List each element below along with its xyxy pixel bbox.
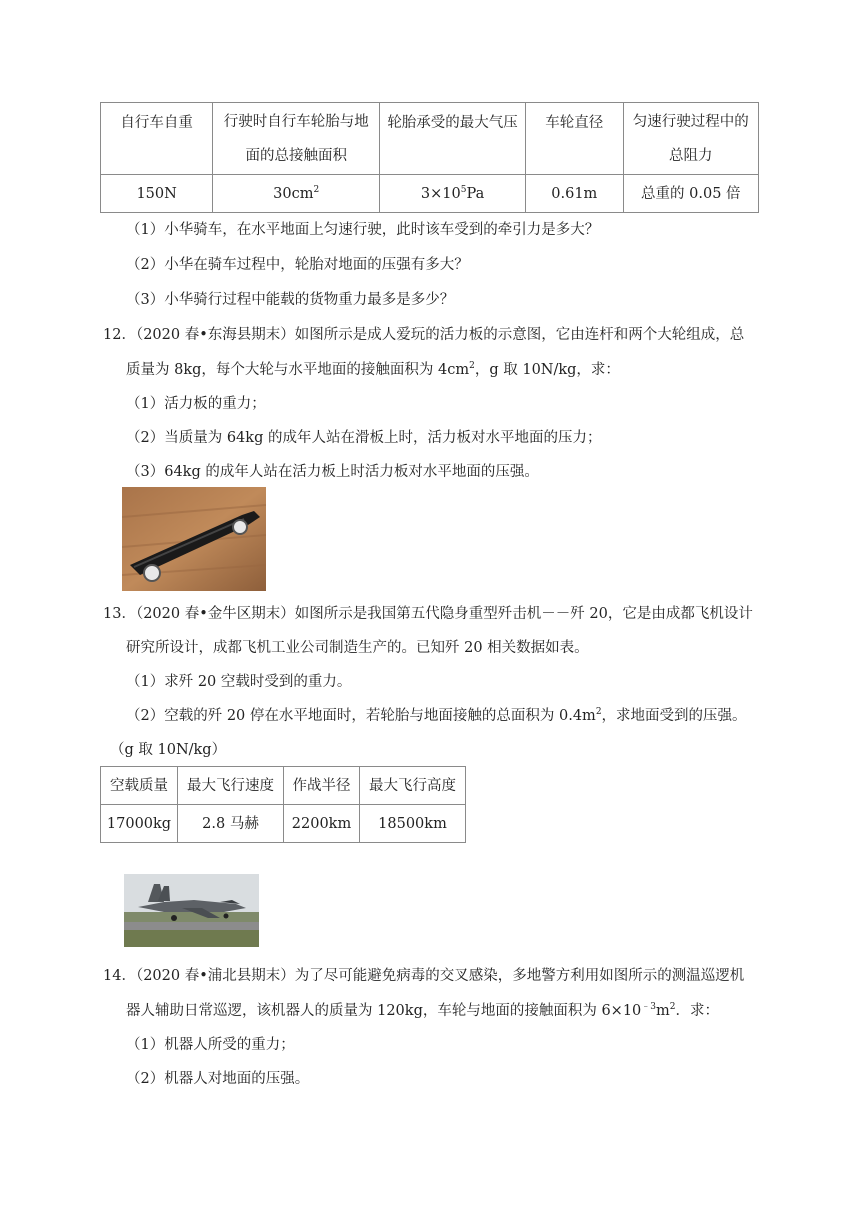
table-header-cell: 空载质量	[101, 767, 178, 805]
table-header-cell: 轮胎承受的最大气压	[380, 103, 526, 175]
table-cell: 2.8 马赫	[178, 805, 284, 843]
q12-stem-line1: 12．（2020 春•东海县期末）如图所示是成人爱玩的活力板的示意图，它由连杆和两个大轮组成，总	[103, 327, 745, 343]
q12-sub2: （2）当质量为 64kg 的成年人站在滑板上时，活力板对水平地面的压力；	[126, 430, 602, 446]
table-header-cell: 行驶时自行车轮胎与地 面的总接触面积	[213, 103, 380, 175]
q11-sub2: （2）小华在骑车过程中，轮胎对地面的压强有多大？	[126, 257, 469, 273]
q14-stem-line2: 器人辅助日常巡逻，该机器人的质量为 120kg，车轮与地面的接触面积为 $6\times 10^{﹣3}m^2$．求：	[126, 1002, 720, 1019]
q14-stem-line1: 14．（2020 春•浦北县期末）为了尽可能避免病毒的交叉感染，多地警方利用如图所示的测温巡逻机	[103, 968, 745, 984]
bicycle-data-table	[100, 102, 759, 213]
q13-sub1: （1）求歼 20 空载时受到的重力。	[126, 674, 352, 690]
table-row	[101, 175, 759, 213]
q13-sub2: （2）空载的歼 20 停在水平地面时，若轮胎与地面接触的总面积为 $0.4m^2$，求地面受到的压强。	[126, 707, 747, 724]
table-cell: $30cm^2$	[213, 175, 380, 213]
table-header-cell: 匀速行驶过程中的 总阻力	[623, 103, 758, 175]
table-row	[101, 805, 466, 843]
table-cell: 2200km	[284, 805, 360, 843]
q11-sub1: （1）小华骑车，在水平地面上匀速行驶，此时该车受到的牵引力是多大？	[126, 222, 600, 238]
table-cell: 18500km	[360, 805, 466, 843]
table-cell: 150N	[101, 175, 213, 213]
q12-sub3: （3）64kg 的成年人站在活力板上时活力板对水平地面的压强。	[126, 464, 539, 480]
q14-sub2: （2）机器人对地面的压强。	[126, 1071, 310, 1087]
fighter-jet-photo	[124, 874, 259, 947]
q12-sub1: （1）活力板的重力；	[126, 396, 266, 412]
table-cell: 17000kg	[101, 805, 178, 843]
j20-data-table	[100, 766, 466, 843]
table-row	[101, 767, 466, 805]
q13-stem-line2: 研究所设计，成都飞机工业公司制造生产的。已知歼 20 相关数据如表。	[126, 640, 589, 656]
q13-g-note: （g 取 10N/kg）	[110, 742, 227, 758]
table-header-cell: 车轮直径	[526, 103, 624, 175]
skateboard-photo	[122, 487, 266, 591]
q12-stem-line2: 质量为 8kg，每个大轮与水平地面的接触面积为 $4cm^2$，g 取 10N/kg，求：	[126, 361, 620, 378]
q13-stem-line1: 13．（2020 春•金牛区期末）如图所示是我国第五代隐身重型歼击机－－歼 20，它是由成都飞机设计	[103, 606, 753, 622]
table-cell: $3\times 10^5Pa$	[380, 175, 526, 213]
table-header-cell: 最大飞行速度	[178, 767, 284, 805]
q11-sub3: （3）小华骑行过程中能载的货物重力最多是多少？	[126, 292, 455, 308]
table-header-cell: 最大飞行高度	[360, 767, 466, 805]
table-cell: 0.61m	[526, 175, 624, 213]
q14-sub1: （1）机器人所受的重力；	[126, 1037, 295, 1053]
table-row	[101, 103, 759, 175]
table-header-cell: 自行车自重	[101, 103, 213, 175]
table-header-cell: 作战半径	[284, 767, 360, 805]
table-cell: 总重的 0.05 倍	[623, 175, 758, 213]
